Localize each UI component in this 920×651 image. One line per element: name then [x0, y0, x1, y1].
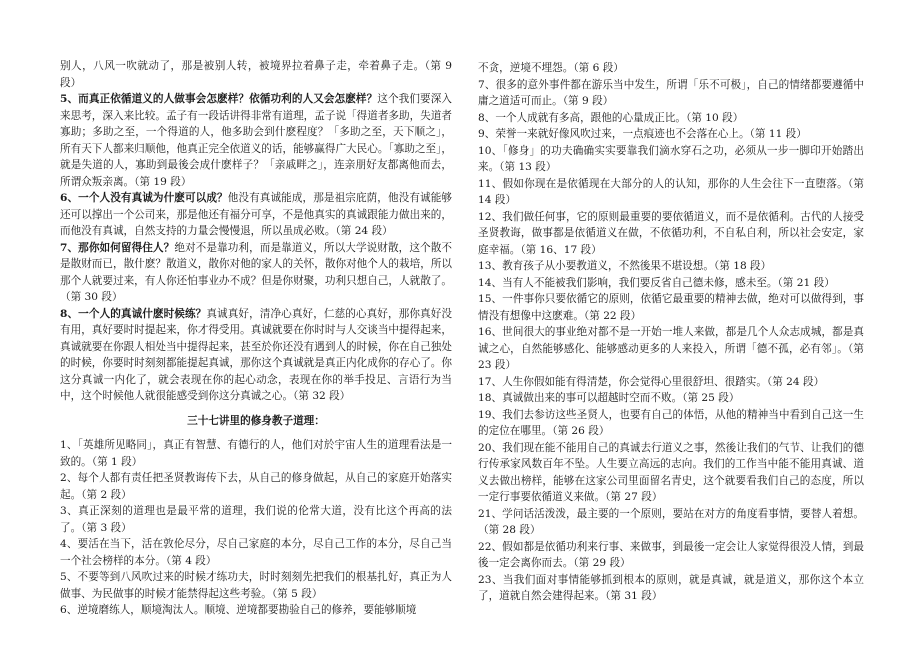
list-item: 3、真正深刻的道理也是最平常的道理，我们说的伦常大道，没有比这个再高的法了。（第 3 段）	[60, 505, 452, 534]
question-6-title: 6、一个人没有真诚为什麽可以成？	[60, 192, 228, 204]
list-item: 15、一件事你只要依循它的原则，依循它最重要的精神去做，绝对可以做得到，事情没有想像中这麽难。（第 22 段）	[478, 293, 864, 322]
list-item: 13、教育孩子从小要教道义，不然後果不堪设想。（第 18 段）	[478, 260, 772, 272]
question-8-body: 真诚真好，清净心真好，仁慈的心真好，那你真好没有用，真好要时时提起来，你才得受用。真诚就要在你时时与人交谈当中提得起来，真诚就要在你跟人相处当中提得起来，甚至於你还没有遇到人的时候，你在自己独处的时候，你要时时刻刻都能提起真诚，那你这个真诚就是真正内化成你的存心了。你这分真诚一内化了，就会表现在你的起心动念，表现在你的举手投足、言语行为当中，这个时候他人就很能感受到你这分真诚之心。（第 32 段）	[60, 307, 452, 402]
question-5	[60, 91, 452, 190]
question-8	[60, 306, 452, 405]
list-item: 12、我们做任何事，它的原则最重要的要依循道义，而不是依循利。古代的人接受圣贤教诲，做事都是依循道义在做，不依循功利，不自私自利，所以社会安定，家庭幸福。（第 16、17 段）	[478, 210, 864, 256]
list-item: 19、我们去参访这些圣贤人，也要有自己的体悟，从他的精神当中看到自己这一生的定位在哪里。（第 26 段）	[478, 408, 864, 437]
list-item: 4、要活在当下，活在敦伦尽分，尽自己家庭的本分，尽自己工作的本分，尽自己当一个社会榜样的本分。（第 4 段）	[60, 538, 452, 567]
question-7	[60, 240, 452, 306]
list-item: 18、真诚做出来的事可以超越时空而不败。（第 25 段）	[478, 392, 740, 404]
question-6-body: 他没有真诚能成，那是祖宗庇荫，他没有诚能够还可以撑出一个公司来，那是他还有福分可享，不是他真实的真诚跟能力做出来的，而他没有真诚，自然支持的力量会慢慢退，所以虽成必败。（第 24 段）	[60, 192, 453, 237]
list-item: 20、我们现在能不能用自己的真诚去行道义之事，然後让我们的气节、让我们的德行传承家风数百年不坠。人生要立高远的志向。我们的工作当中能不能用真诚、道义去做出榜样，能够在这家公司里面留名青史，这个就要看我们自己的态度，所以一定行事要依循道义来做。（第 27 段）	[478, 441, 864, 503]
list-item: 9、荣誉一来就好像风吹过来，一点痕迹也不会落在心上。（第 11 段）	[478, 128, 807, 140]
list-item: 21、学问话活泼泼，最主要的一个原则，要站在对方的角度看事情，要替人着想。（第 28 段）	[478, 507, 864, 536]
list-item: 22、假如都是依循功利来行事、来做事，到最後一定会让人家觉得很没人情，到最後一定会离你而去。（第 29 段）	[478, 540, 864, 569]
question-8-title: 8、一个人的真诚什麽时候练？	[60, 307, 207, 320]
list-item: 7、很多的意外事件都在游乐当中发生，所谓「乐不可极」，自己的情绪都要遵循中庸之道适可而止。（第 9 段）	[478, 78, 864, 107]
question-5-title: 5、而真正依循道义的人做事会怎麽样？依循功利的人又会怎麽样？	[60, 93, 378, 105]
list-item: 14、当有人不能被我们影响，我们要反省自己德未修，感未至。（第 21 段）	[478, 276, 835, 289]
list-item: 2、每个人都有责任把圣贤教诲传下去，从自己的修身做起，从自己的家庭开始落实起。（第 2 段）	[60, 472, 452, 501]
list-item: 23、当我们面对事情能够抓到根本的原则，就是真诚，就是道义，那你这个本立了，道就自然会建得起来。（第 31 段）	[478, 573, 864, 602]
question-5-body: 这个我们要深入来思考，深入来比较。孟子有一段话讲得非常有道理，孟子说「得道者多助，失道者寡助；多助之至，一个得道的人，他多助会到什麽程度？「多助之至，天下顺之」，所有天下人都来归顺他，他真正完全依道义的话，能够赢得广大民心。「寡助之至」，就是失道的人，寡助到最後会成什麽样子？「亲戚畔之」，连亲朋好友都离他而去，所谓众叛亲离。（第 19 段）	[60, 93, 452, 188]
list-item: 16、世间很大的事业绝对都不是一开始一堆人来做，都是几个人众志成城，都是真诚之心，自然能够感化、能够感动更多的人来投入，所谓「德不孤，必有邻」。（第 23 段）	[478, 326, 864, 371]
section-title: 三十七讲里的修身教子道理：	[187, 414, 325, 427]
list-item: 1、「英雄所见略同」，真正有智慧、有德行的人，他们对於宇宙人生的道理看法是一致的。（第 1 段）	[60, 439, 452, 468]
intro-paragraph: 别人，八风一吹就动了，那是被别人转，被境界拉着鼻子走，牵着鼻子走。（第 9 段）	[60, 60, 452, 89]
question-6	[60, 190, 452, 240]
list-item: 5、不要等到八风吹过来的时候才练功夫，时时刻刻先把我们的根基扎好，真正为人做事、为民做事的时候才能禁得起这些考验。（第 5 段）	[60, 571, 452, 600]
list-item: 8、一个人成就有多高，跟他的心量成正比。（第 10 段）	[478, 111, 744, 124]
list-item: 11、假如你现在是依循现在大部分的人的认知，那你的人生会往下一直堕落。（第 14 段）	[478, 177, 864, 206]
left-column	[60, 58, 452, 619]
question-7-title: 7、那你如何留得住人？	[60, 241, 175, 254]
list-item: 6、逆境磨练人，顺境淘汰人。顺境、逆境都要勘验自己的修养，要能够顺境	[60, 604, 417, 616]
list-item: 不贪，逆境不埋怨。（第 6 段）	[478, 62, 624, 74]
question-7-body: 绝对不是靠功利，而是靠道义，所以大学说财散，这个散不是散财而已，散什麽？散道义，散你对他的家人的关怀，散你对他个人的栽培，所以那个人就要过来，有人你还怕事业办不成？但是你财聚，功利只想自己，人就散了。（第 30 段）	[60, 241, 453, 303]
list-item: 10、「修身」的功夫确确实实要靠我们滴水穿石之功，必须从一步一脚印开始踏出来。（第 13 段）	[478, 144, 864, 173]
list-item: 17、人生你假如能有得清楚，你会觉得心里很舒坦、很踏实。（第 24 段）	[478, 375, 825, 388]
right-column	[478, 60, 864, 605]
